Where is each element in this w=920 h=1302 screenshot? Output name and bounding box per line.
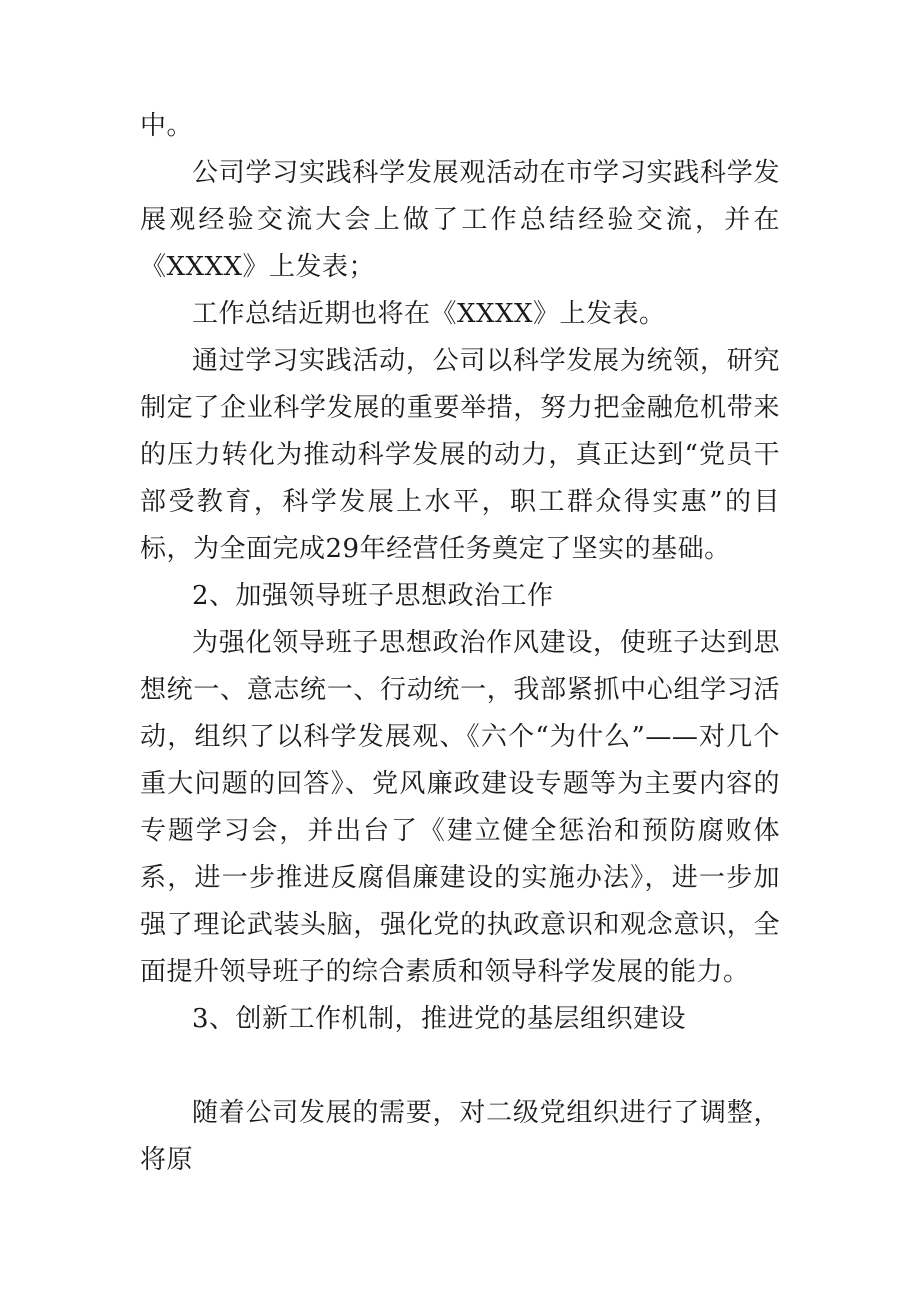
paragraph-leadership-study: 为强化领导班子思想政治作风建设，使班子达到思想统一、意志统一、行动统一，我部紧抓中心组学习活动，组织了以科学发展观、《六个“为什么”——对几个重大问题的回答》、党风廉政建设专题等为主要内容的专题学习会，并出台了《建立健全惩治和预防腐败体系，进一步推进反腐倡廉建设的实施办法》，进一步加强了理论武装头脑，强化党的执政意识和观念意识，全面提升领导班子的综合素质和领导科学发展的能力。 [140, 628, 780, 987]
section-heading-mechanism: 3、创新工作机制，推进党的基层组织建设 [192, 1004, 687, 1034]
section-heading-leadership: 2、加强领导班子思想政治工作 [192, 581, 554, 611]
paragraph-reorganization: 随着公司发展的需要，对二级党组织进行了调整，将原 [140, 1098, 780, 1175]
paragraph-practice-results: 通过学习实践活动，公司以科学发展为统领，研究制定了企业科学发展的重要举措，努力把金融危机带来的压力转化为推动科学发展的动力，真正达到“党员干部受教育，科学发展上水平，职工群众得实惠”的目标，为全面完成29年经营任务奠定了坚实的基础。 [140, 346, 780, 564]
paragraph-publication: 工作总结近期也将在《XXXX》上发表。 [192, 299, 666, 329]
document-body [140, 103, 780, 1184]
paragraph-continuation: 中。 [140, 111, 194, 141]
paragraph-exchange-meeting: 公司学习实践科学发展观活动在市学习实践科学发展观经验交流大会上做了工作总结经验交流，并在《XXXX》上发表； [140, 158, 780, 282]
